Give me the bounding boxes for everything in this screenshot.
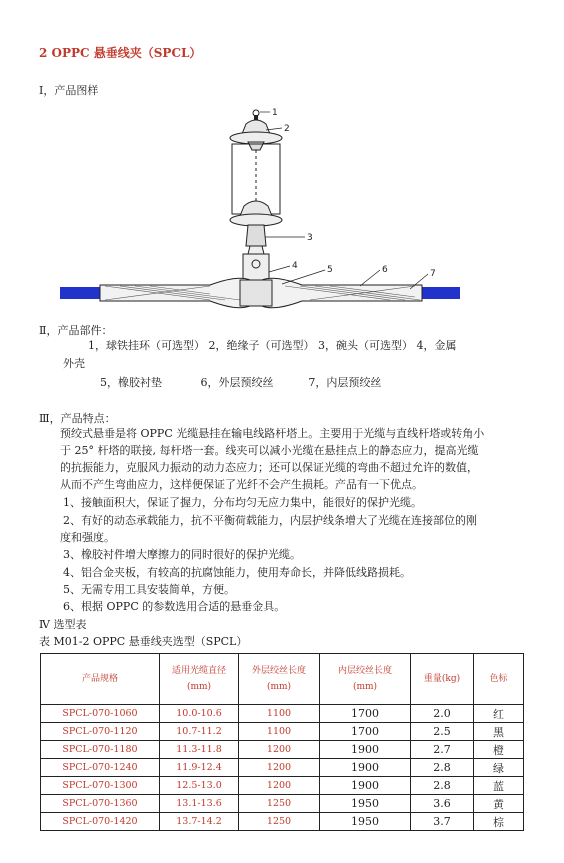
table-row: [41, 759, 524, 777]
intro-line-2: 于 25° 杆塔的联接, 每杆塔一套。线夹可以减小光缆在悬挂点上的静态应力，提高光缆: [60, 444, 479, 457]
table-row: [41, 723, 524, 741]
cell-outer-length: 1250: [239, 795, 320, 813]
col-header-inner-length: 内层绞丝长度 (mm): [320, 654, 411, 705]
cable-right: [422, 287, 460, 299]
intro-line-3: 的抗振能力，克服风力振动的动力态应力；还可以保证光缆的弯曲不超过允许的数值，: [60, 461, 478, 474]
feature-5: 5、无需专用工具安装简单，方便。: [63, 583, 235, 596]
intro-line-1: 预绞式悬垂是将 OPPC 光缆悬挂在输电线路杆塔上。主要用于光缆与直线杆塔或转角小: [60, 427, 485, 440]
cell-model: SPCL-070-1420: [41, 813, 160, 831]
clamp-body: [240, 280, 272, 306]
cell-outer-length: 1100: [239, 723, 320, 741]
section-heading-parts: Ⅱ，产品部件：: [39, 324, 113, 337]
cell-color: 黄: [474, 795, 524, 813]
cell-inner-length: 1900: [320, 741, 411, 759]
product-drawing: [60, 104, 460, 319]
col-header-color: 色标: [474, 654, 524, 705]
cell-outer-length: 1200: [239, 741, 320, 759]
cell-color: 橙: [474, 741, 524, 759]
cell-diameter: 11.3-11.8: [160, 741, 239, 759]
cell-color: 红: [474, 705, 524, 723]
cell-diameter: 10.0-10.6: [160, 705, 239, 723]
table-row: [41, 813, 524, 831]
cell-weight: 3.7: [411, 813, 474, 831]
cell-inner-length: 1700: [320, 723, 411, 741]
callout-1: 1: [272, 108, 278, 118]
feature-6: 6、根据 OPPC 的参数选用合适的悬垂金具。: [63, 600, 286, 613]
cell-outer-length: 1250: [239, 813, 320, 831]
insulator-disc-bottom: [230, 214, 282, 226]
table-caption: 表 M01-2 OPPC 悬垂线夹选型（SPCL）: [39, 635, 248, 648]
cell-color: 棕: [474, 813, 524, 831]
callout-2: 2: [284, 124, 290, 134]
cell-model: SPCL-070-1120: [41, 723, 160, 741]
cell-inner-length: 1900: [320, 777, 411, 795]
callout-6: 6: [382, 265, 388, 275]
selection-table: [40, 653, 524, 831]
callout-5: 5: [327, 265, 333, 275]
col-header-diameter: 适用光缆直径 (mm): [160, 654, 239, 705]
callout-4: 4: [292, 261, 298, 271]
socket-clevis: [246, 225, 266, 246]
table-header-row: [41, 654, 524, 705]
feature-3: 3、橡胶衬件增大摩擦力的同时很好的保护光缆。: [63, 548, 301, 561]
cell-inner-length: 1700: [320, 705, 411, 723]
cable-left: [60, 287, 100, 299]
cell-outer-length: 1200: [239, 759, 320, 777]
cell-outer-length: 1100: [239, 705, 320, 723]
cell-color: 黑: [474, 723, 524, 741]
col-header-model: 产品规格: [41, 654, 160, 705]
cell-model: SPCL-070-1360: [41, 795, 160, 813]
cell-diameter: 10.7-11.2: [160, 723, 239, 741]
feature-4: 4、铝合金夹板，有较高的抗腐蚀能力，使用寿命长，并降低线路损耗。: [63, 566, 411, 579]
cell-diameter: 12.5-13.0: [160, 777, 239, 795]
cell-inner-length: 1900: [320, 759, 411, 777]
table-row: [41, 705, 524, 723]
cell-weight: 2.8: [411, 777, 474, 795]
callout-3: 3: [307, 233, 313, 243]
table-row: [41, 777, 524, 795]
cell-model: SPCL-070-1180: [41, 741, 160, 759]
cell-model: SPCL-070-1300: [41, 777, 160, 795]
feature-2-cont: 度和强度。: [60, 531, 115, 544]
cell-inner-length: 1950: [320, 813, 411, 831]
feature-1: 1、接触面积大，保证了握力，分布均匀无应力集中，能很好的保护光缆。: [63, 496, 422, 509]
cell-weight: 2.5: [411, 723, 474, 741]
section-heading-selection: Ⅳ 选型表: [39, 618, 87, 631]
parts-line-2: 5，橡胶衬垫 6，外层预绞丝 7，内层预绞丝: [100, 376, 382, 389]
cell-diameter: 13.1-13.6: [160, 795, 239, 813]
cell-model: SPCL-070-1240: [41, 759, 160, 777]
cell-outer-length: 1200: [239, 777, 320, 795]
intro-line-4: 从而不产生弯曲应力，这样便保证了光纤不会产生损耗。产品有一下优点。: [60, 478, 423, 491]
section-heading-figure: Ⅰ，产品图样: [39, 84, 99, 97]
cell-color: 蓝: [474, 777, 524, 795]
feature-2: 2、有好的动态承载能力，抗不平衡荷载能力，内层护线条增大了光缆在连接部位的刚: [63, 514, 477, 527]
page-title: 2 OPPC 悬垂线夹（SPCL）: [39, 46, 202, 60]
parts-line-1: 1，球铁挂环（可选型） 2，绝缘子（可选型） 3，碗头（可选型） 4，金属: [88, 339, 457, 352]
parts-line-1b: 外壳: [63, 357, 85, 370]
callout-7: 7: [430, 269, 436, 279]
cell-weight: 3.6: [411, 795, 474, 813]
cell-diameter: 11.9-12.4: [160, 759, 239, 777]
cell-inner-length: 1950: [320, 795, 411, 813]
cell-model: SPCL-070-1060: [41, 705, 160, 723]
section-heading-features: Ⅲ，产品特点：: [39, 412, 116, 425]
cell-weight: 2.7: [411, 741, 474, 759]
col-header-outer-length: 外层绞丝长度 (mm): [239, 654, 320, 705]
cell-color: 绿: [474, 759, 524, 777]
cell-diameter: 13.7-14.2: [160, 813, 239, 831]
table-row: [41, 795, 524, 813]
table-row: [41, 741, 524, 759]
cell-weight: 2.0: [411, 705, 474, 723]
cell-weight: 2.8: [411, 759, 474, 777]
col-header-weight: 重量(kg): [411, 654, 474, 705]
